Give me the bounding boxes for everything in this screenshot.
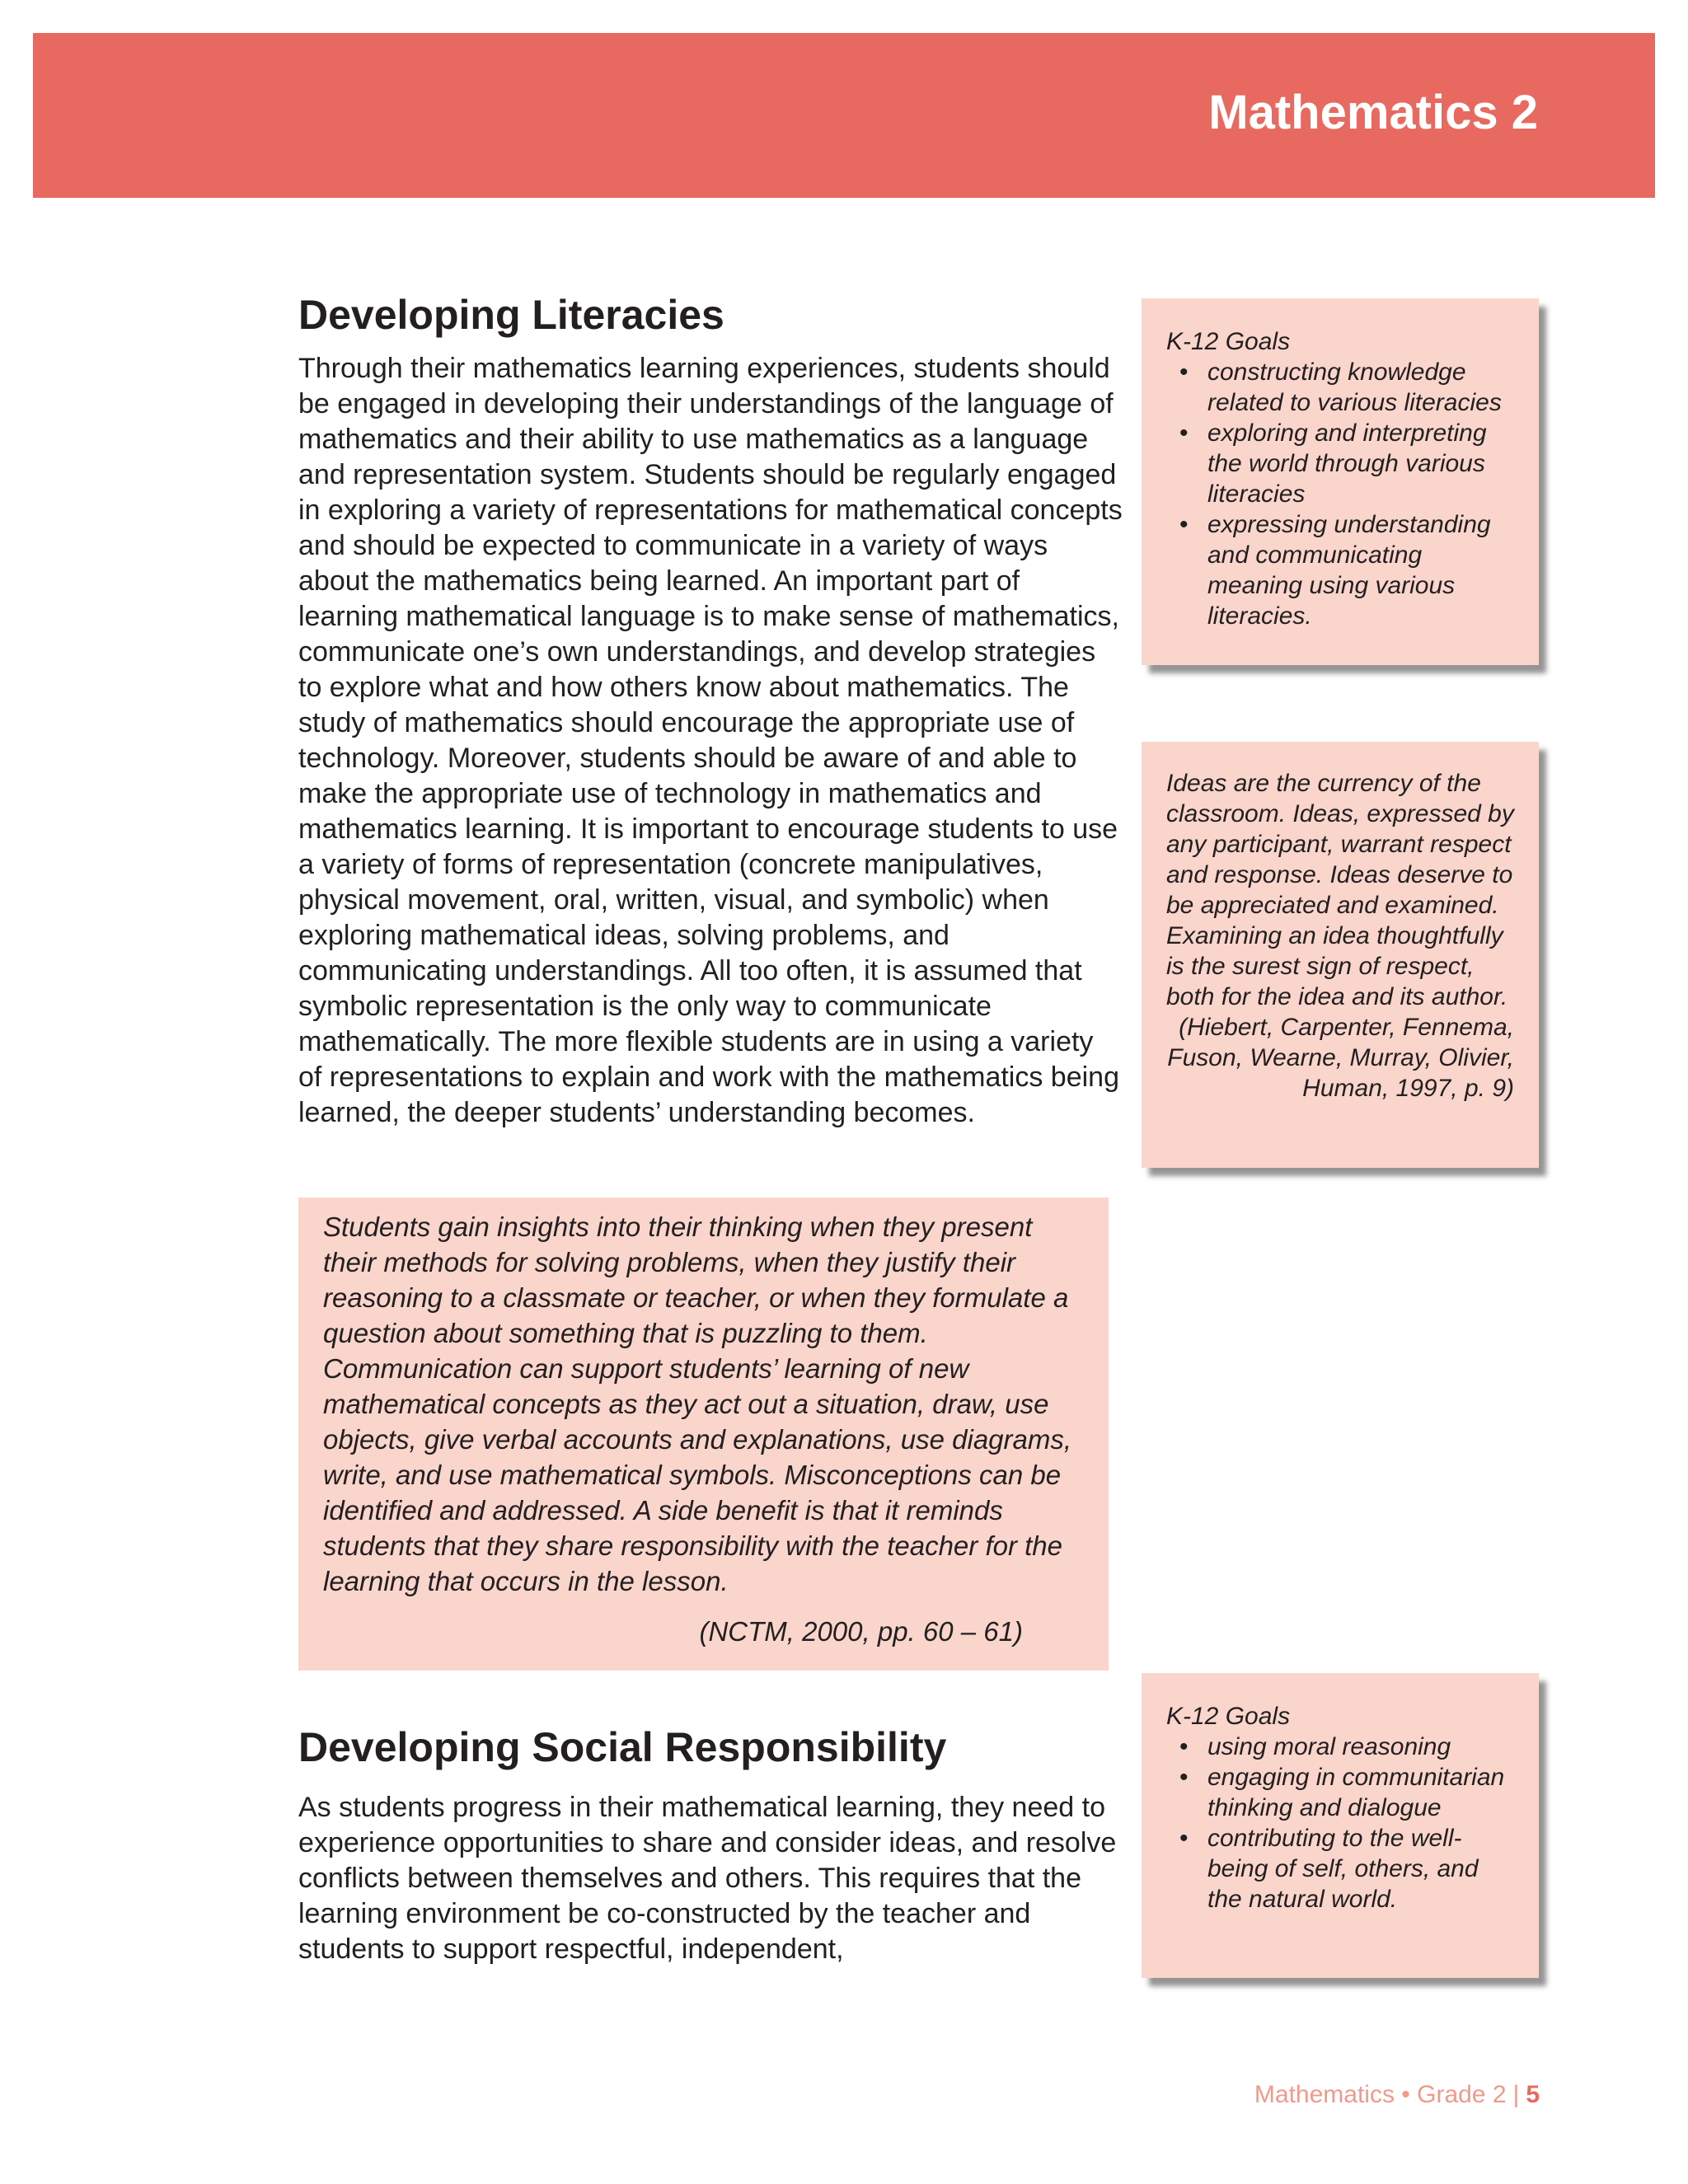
goal-item: • expressing understanding and communicating meaning using various literacies. (1207, 509, 1519, 631)
sidebar-quote-citation-line: Human, 1997, p. 9) (1302, 1075, 1514, 1102)
section-heading: Developing Literacies (298, 292, 724, 338)
section-body-text: As students progress in their mathematical learning, they need to experience opportunities to share and consider ideas, and resolve conflicts between themselves and others. This requires that the learning environment be co-constructed by the teacher and students to support respectful, independent, (298, 1792, 1117, 1965)
quote-citation: (NCTM, 2000, pp. 60 – 61) (699, 1616, 1023, 1647)
goal-item: • constructing knowledge related to various literacies (1207, 357, 1519, 418)
sidebar-k12-goals-literacies (1142, 298, 1539, 665)
footer-label: Mathematics • Grade 2 (1254, 2081, 1507, 2108)
goal-list (1166, 1732, 1519, 1915)
sidebar-k12-goals-social (1142, 1673, 1539, 1978)
footer-separator: | (1512, 2081, 1520, 2108)
goal-item: • engaging in communitarian thinking and dialogue (1207, 1762, 1519, 1823)
goal-item: • using moral reasoning (1207, 1732, 1519, 1762)
page-number: 5 (1526, 2081, 1540, 2108)
sidebar-heading: K-12 Goals (1166, 1703, 1291, 1730)
section-heading: Developing Social Responsibility (298, 1724, 947, 1770)
sidebar-heading: K-12 Goals (1166, 328, 1291, 355)
page-title: Mathematics 2 (1208, 86, 1538, 139)
goal-item: • exploring and interpreting the world through various literacies (1207, 418, 1519, 509)
sidebar-quote-citation-line: (Hiebert, Carpenter, Fennema, (1179, 1014, 1514, 1041)
goal-item: • contributing to the well-being of self, others, and the natural world. (1207, 1823, 1519, 1915)
section-developing-social-responsibility (298, 1722, 1123, 1967)
section-body-text: Through their mathematics learning experiences, students should be engaged in developing their understandings of the language of mathematics and their ability to use mathematics as a language and representation system. Students should be regularly engaged in exploring a variety of representations for mathematical concepts and should be expected to communicate in a variety of ways about the mathematics being learned. An important part of learning mathematical language is to make sense of mathematics, communicate one’s own understandings, and develop strategies to explore what and how others know about mathematics. The study of mathematics should encourage the appropriate use of technology. Moreover, students should be aware of and able to make the appropriate use of technology in mathematics and mathematics learning. It is important to encourage students to use a variety of forms of representation (concrete manipulatives, physical movement, oral, written, visual, and symbolic) when exploring mathematical ideas, solving problems, and communicating understandings. All too often, it is assumed that symbolic representation is the only way to communicate mathematically. The more flexible students are in using a variety of representations to explain and work with the mathematics being learned, the deeper students’ understanding becomes. (298, 353, 1123, 1128)
page-footer (1254, 2079, 1540, 2111)
sidebar-ideas-quote (1142, 742, 1539, 1168)
quote-text: Students gain insights into their thinking when they present their methods for solving problems, when they justify their reasoning to a classmate or teacher, or when they formulate a question about something that is puzzling to them. Communication can support students’ learning of new mathematical concepts as they act out a situation, draw, use objects, give verbal accounts and explanations, use diagrams, write, and use mathematical symbols. Misconceptions can be identified and addressed. A side benefit is that it reminds students that they share responsibility with the teacher for the learning that occurs in the lesson. (323, 1212, 1072, 1596)
section-developing-literacies (298, 290, 1123, 1131)
nctm-quote-box (298, 1197, 1109, 1671)
goal-list (1166, 357, 1519, 631)
sidebar-quote-citation-line: Fuson, Wearne, Murray, Olivier, (1167, 1044, 1514, 1071)
sidebar-quote-text: Ideas are the currency of the classroom. Ideas, expressed by any participant, warrant respect and response. Ideas deserve to be appreciated and examined. Examining an idea thoughtfully is the surest sign of respect, both for the idea and its author. (1166, 770, 1514, 1010)
